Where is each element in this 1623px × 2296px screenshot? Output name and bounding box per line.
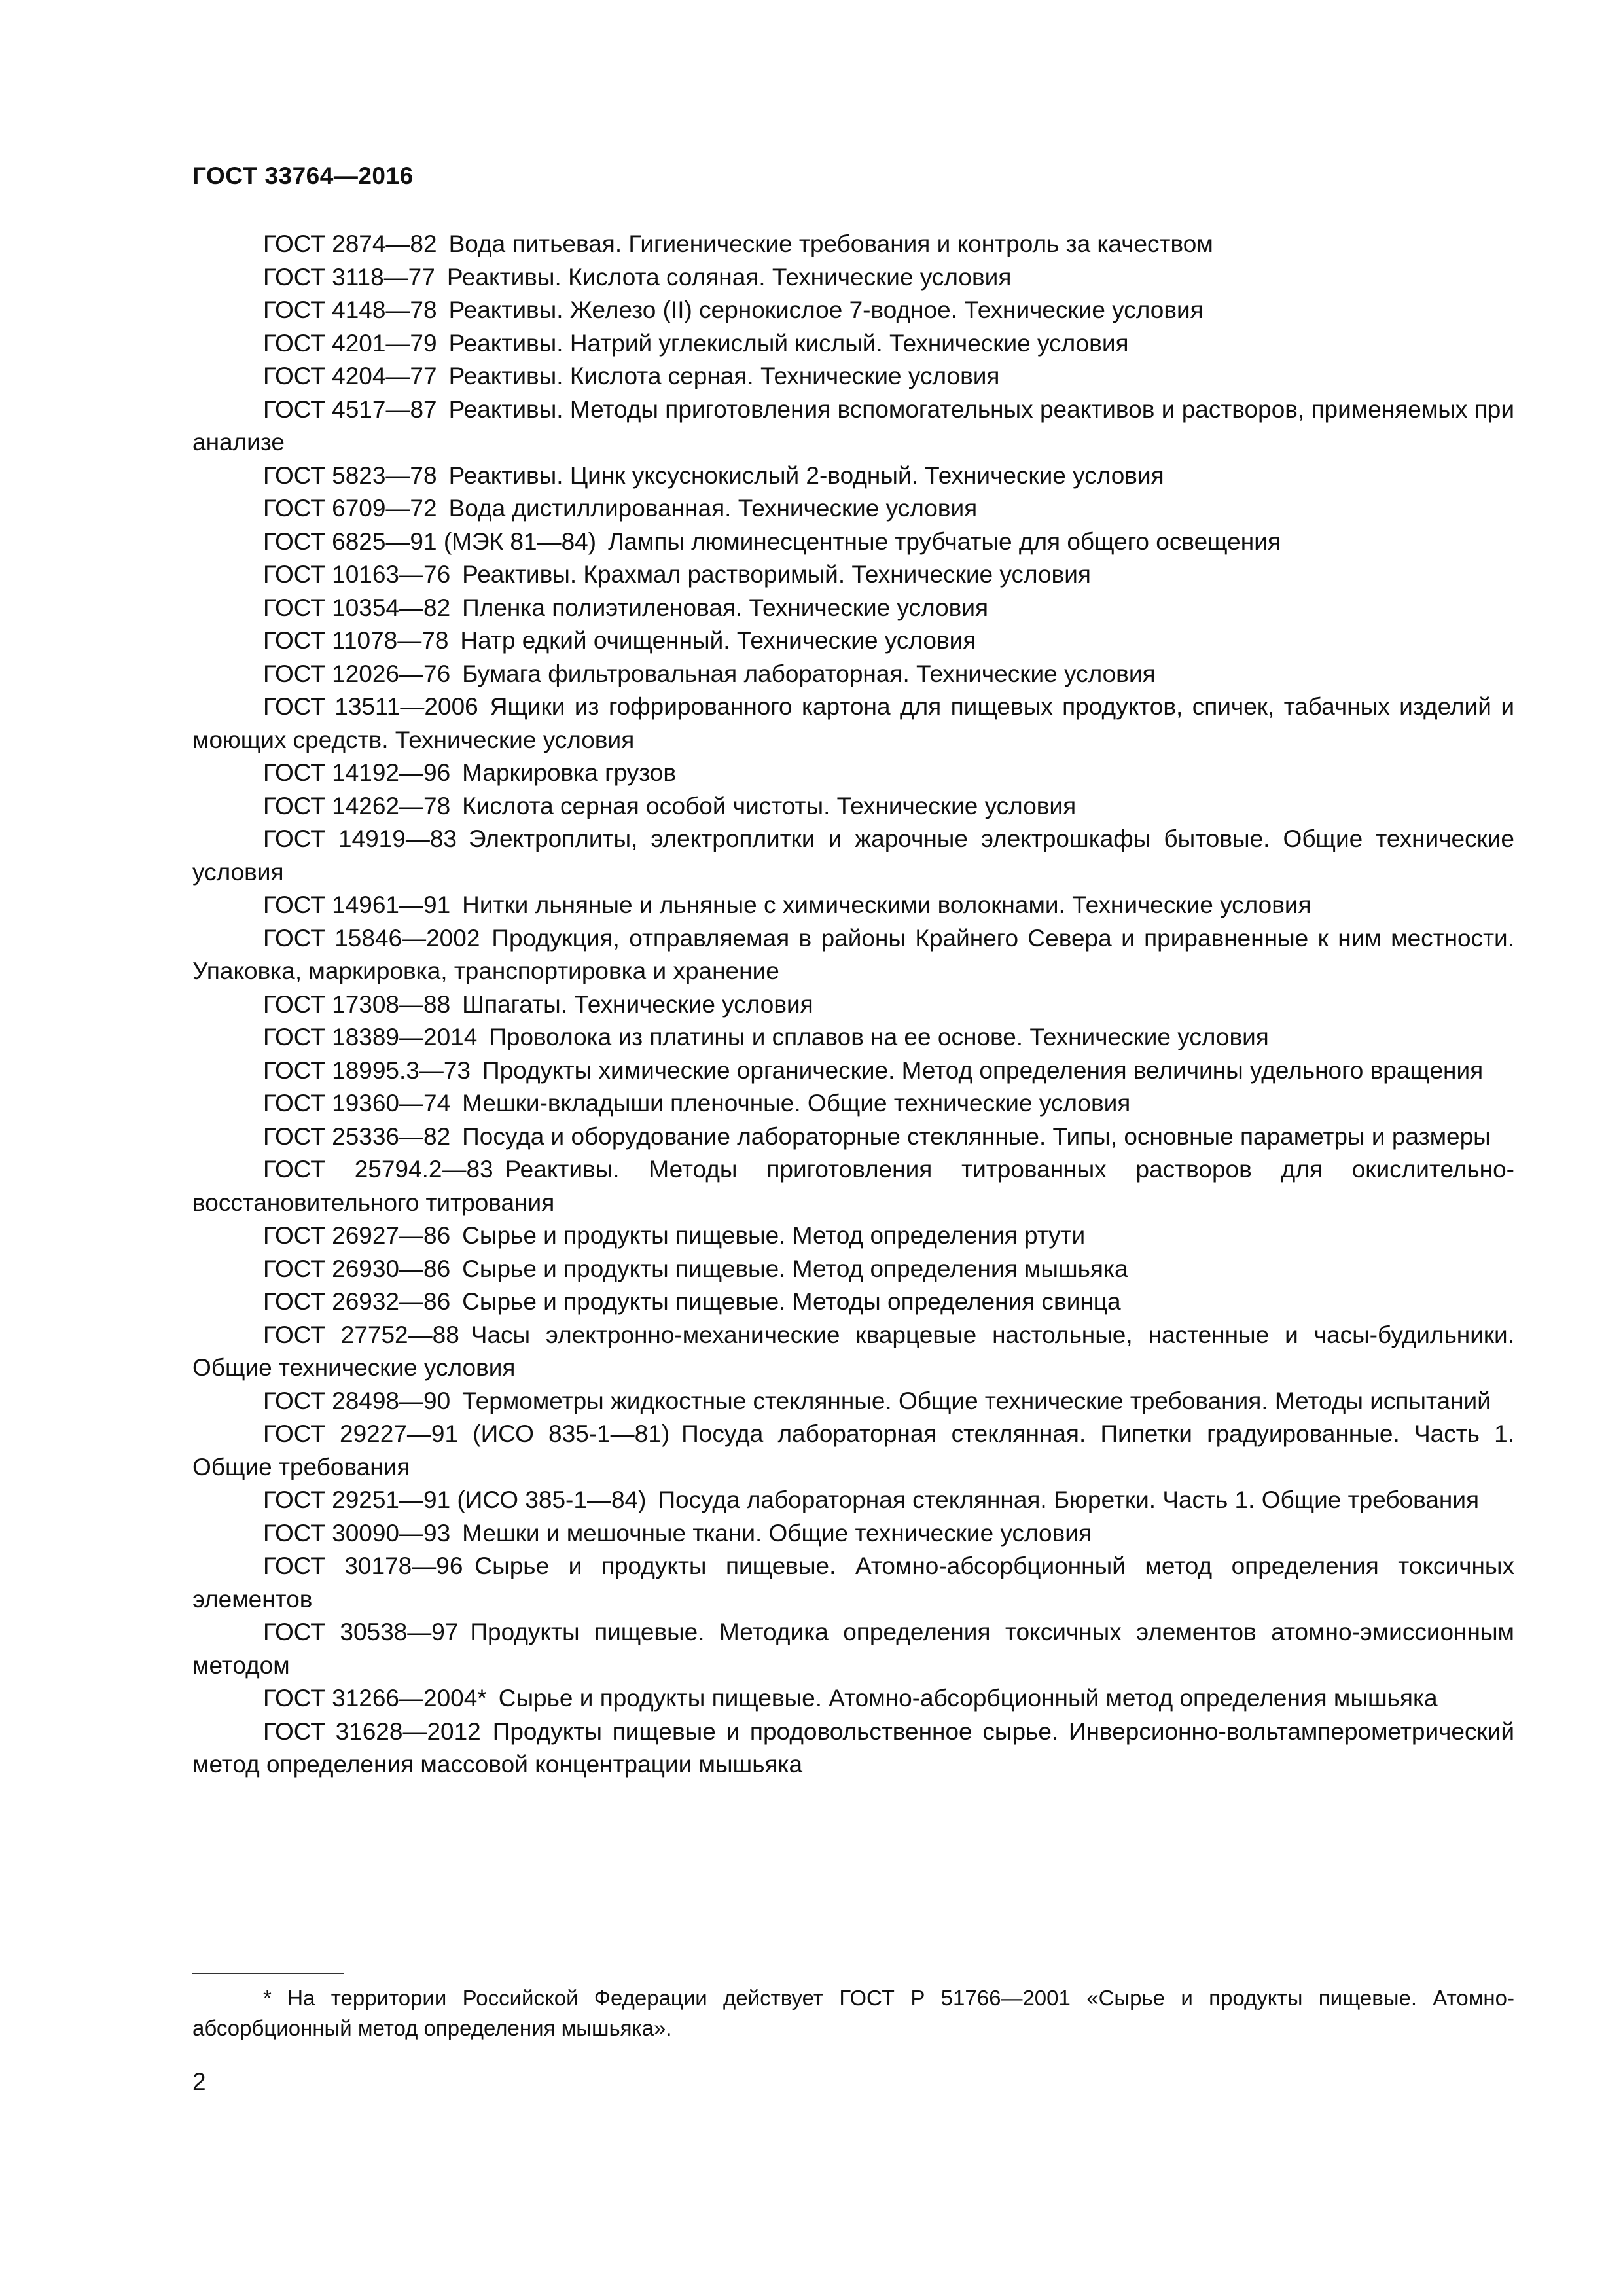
reference-code: ГОСТ 13511—2006 [263,693,478,720]
reference-code: ГОСТ 26930—86 [263,1255,451,1282]
reference-item [192,624,1514,658]
reference-code: ГОСТ 30090—93 [263,1519,451,1547]
reference-item [192,1616,1514,1682]
reference-title: Реактивы. Цинк уксуснокислый 2-водный. Технические условия [448,461,1164,489]
reference-code: ГОСТ 14961—91 [263,891,451,918]
reference-code: ГОСТ 4201—79 [263,329,437,357]
reference-item [192,1682,1514,1715]
reference-code: ГОСТ 18389—2014 [263,1024,478,1050]
reference-item [192,360,1514,393]
reference-title: Посуда и оборудование лабораторные стеклянные. Типы, основные параметры и размеры [462,1122,1491,1150]
reference-title: Натр едкий очищенный. Технические условия [460,627,976,654]
reference-title: Сырье и продукты пищевые. Атомно-абсорбционный метод определения токсичных элементов [192,1552,1514,1613]
reference-item [192,757,1514,790]
reference-code: ГОСТ 18995.3—73 [263,1056,471,1084]
reference-item [192,1219,1514,1253]
reference-title: Лампы люминесцентные трубчатые для общего освещения [608,528,1281,555]
reference-item [192,1087,1514,1121]
reference-item [192,526,1514,559]
reference-title: Кислота серная особой чистоты. Технические условия [462,792,1077,819]
reference-title: Вода питьевая. Гигиенические требования и контроль за качеством [448,230,1213,257]
reference-code: ГОСТ 29251—91 (ИСО 385-1—84) [263,1486,647,1513]
reference-title: Посуда лабораторная стеклянная. Пипетки градуированные. Часть 1. Общие требования [192,1420,1514,1480]
reference-title: Маркировка грузов [462,759,677,786]
reference-code: ГОСТ 17308—88 [263,990,451,1018]
reference-title: Проволока из платины и сплавов на ее основе. Технические условия [489,1024,1269,1050]
reference-code: ГОСТ 19360—74 [263,1090,451,1117]
reference-title: Продукты пищевые и продовольственное сырье. Инверсионно-вольтамперометрический метод определения массовой концентрации мышьяка [192,1717,1514,1778]
footnote: * На территории Российской Федерации действует ГОСТ Р 51766—2001 «Сырье и продукты пищевые. Атомно-абсорбционный метод определения мышьяка». [192,1986,1514,2040]
reference-title: Мешки и мешочные ткани. Общие технические условия [462,1519,1092,1547]
reference-title: Электроплиты, электроплитки и жарочные электрошкафы бытовые. Общие технические условия [192,825,1515,886]
reference-code: ГОСТ 14192—96 [263,759,451,786]
reference-code: ГОСТ 10163—76 [263,561,451,588]
reference-title: Реактивы. Методы приготовления вспомогательных реактивов и растворов, применяемых при анализе [192,395,1514,456]
reference-item [192,1418,1514,1484]
reference-item [192,691,1514,757]
reference-code: ГОСТ 30178—96 [263,1552,463,1579]
reference-title: Реактивы. Железо (II) сернокислое 7-водное. Технические условия [448,296,1204,323]
reference-code: ГОСТ 26932—86 [263,1288,451,1315]
reference-title: Пленка полиэтиленовая. Технические условия [462,594,989,621]
reference-item [192,459,1514,493]
reference-item [192,1484,1514,1517]
reference-item [192,228,1514,261]
page-number: 2 [192,2068,206,2095]
reference-item [192,294,1514,327]
reference-title: Сырье и продукты пищевые. Метод определения ртути [462,1222,1086,1249]
reference-title: Ящики из гофрированного картона для пищевых продуктов, спичек, табачных изделий и моющих средств. Технические условия [192,693,1514,753]
reference-item [192,1054,1514,1088]
reference-item [192,1517,1514,1551]
reference-code: ГОСТ 28498—90 [263,1387,451,1414]
reference-item [192,823,1514,889]
reference-item [192,1319,1514,1385]
reference-title: Бумага фильтровальная лабораторная. Технические условия [462,660,1156,687]
reference-code: ГОСТ 11078—78 [263,627,449,654]
reference-item [192,261,1514,295]
reference-code: ГОСТ 30538—97 [263,1619,459,1645]
reference-title: Продукты пищевые. Методика определения токсичных элементов атомно-эмиссионным методом [192,1619,1514,1679]
reference-code: ГОСТ 27752—88 [263,1321,459,1348]
reference-title: Посуда лабораторная стеклянная. Бюретки. Часть 1. Общие требования [658,1486,1480,1513]
reference-title: Реактивы. Крахмал растворимый. Технические условия [462,561,1091,588]
reference-item [192,988,1514,1022]
reference-title: Мешки-вкладыши пленочные. Общие технические условия [462,1090,1131,1117]
reference-title: Реактивы. Кислота серная. Технические условия [448,363,1000,389]
reference-code: ГОСТ 4148—78 [263,296,437,323]
reference-code: ГОСТ 31628—2012 [263,1717,481,1745]
reference-item [192,790,1514,823]
reference-item [192,658,1514,691]
reference-title: Продукция, отправляемая в районы Крайнего Севера и приравненные к ним местности. Упаковка, маркировка, транспортировка и хранение [192,924,1514,984]
reference-title: Термометры жидкостные стеклянные. Общие технические требования. Методы испытаний [462,1387,1491,1414]
reference-item [192,889,1514,922]
reference-title: Сырье и продукты пищевые. Методы определения свинца [462,1288,1121,1315]
reference-code: ГОСТ 10354—82 [263,594,451,621]
reference-code: ГОСТ 6709—72 [263,495,437,522]
reference-item [192,1253,1514,1286]
reference-code: ГОСТ 4204—77 [263,363,437,389]
reference-code: ГОСТ 31266—2004* [263,1685,487,1712]
reference-code: ГОСТ 25336—82 [263,1122,451,1150]
reference-item [192,492,1514,526]
reference-code: ГОСТ 25794.2—83 [263,1156,493,1183]
reference-item [192,1021,1514,1054]
reference-item [192,1121,1514,1154]
reference-code: ГОСТ 5823—78 [263,461,437,489]
reference-item [192,558,1514,592]
reference-title: Продукты химические органические. Метод определения величины удельного вращения [482,1056,1484,1084]
reference-code: ГОСТ 2874—82 [263,230,437,257]
reference-code: ГОСТ 26927—86 [263,1222,451,1249]
reference-code: ГОСТ 29227—91 (ИСО 835-1—81) [263,1420,670,1447]
reference-title: Сырье и продукты пищевые. Метод определения мышьяка [462,1255,1128,1282]
reference-code: ГОСТ 15846—2002 [263,924,480,952]
reference-item [192,1285,1514,1319]
reference-code: ГОСТ 4517—87 [263,395,437,423]
reference-code: ГОСТ 3118—77 [263,263,435,291]
reference-item [192,592,1514,625]
reference-code: ГОСТ 14262—78 [263,792,451,819]
reference-title: Реактивы. Натрий углекислый кислый. Технические условия [448,329,1129,357]
reference-item [192,327,1514,361]
reference-title: Часы электронно-механические кварцевые настольные, настенные и часы-будильники. Общие технические условия [192,1321,1514,1381]
normative-references-list [192,228,1514,1782]
reference-item [192,1385,1514,1418]
page-header: ГОСТ 33764—2016 [192,162,414,189]
reference-title: Вода дистиллированная. Технические условия [448,495,978,522]
reference-item [192,1715,1514,1782]
reference-title: Нитки льняные и льняные с химическими волокнами. Технические условия [462,891,1311,918]
reference-item [192,922,1514,988]
reference-title: Сырье и продукты пищевые. Атомно-абсорбционный метод определения мышьяка [498,1685,1438,1712]
reference-title: Реактивы. Кислота соляная. Технические условия [446,263,1012,291]
reference-title: Шпагаты. Технические условия [462,990,813,1018]
reference-title: Реактивы. Методы приготовления титрованных растворов для окислительно-восстановительного титрования [192,1156,1514,1216]
footnote-divider [192,1973,344,1974]
reference-code: ГОСТ 14919—83 [263,825,457,852]
reference-code: ГОСТ 6825—91 (МЭК 81—84) [263,528,597,555]
reference-item [192,1550,1514,1616]
reference-code: ГОСТ 12026—76 [263,660,451,687]
reference-item [192,1153,1514,1219]
reference-item [192,393,1514,459]
